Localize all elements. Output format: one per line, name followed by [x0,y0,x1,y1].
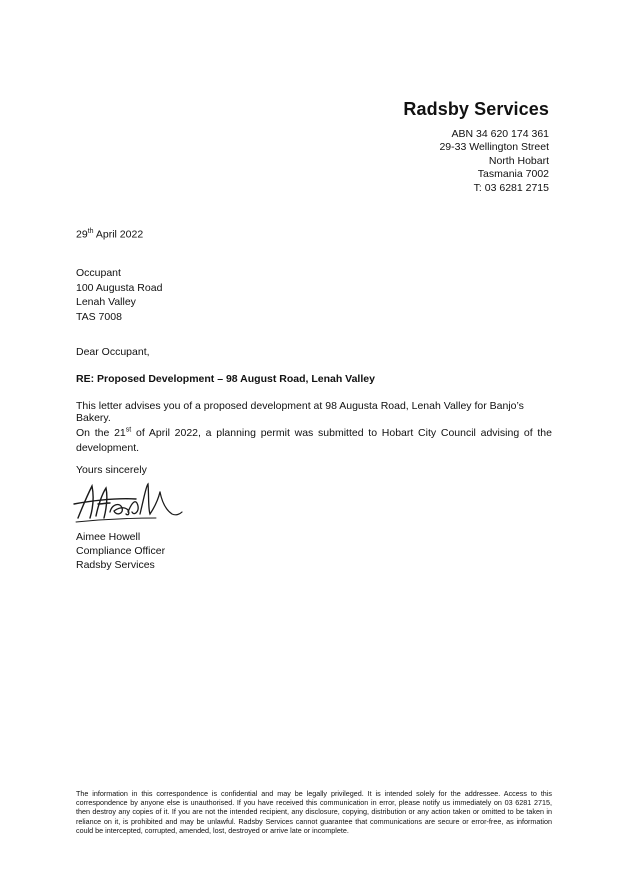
date-rest: April 2022 [95,228,144,241]
recipient-suburb: Lenah Valley [76,296,136,308]
paragraph2-suffix: st [125,426,132,434]
recipient-name: Occupant [76,267,121,279]
body-paragraph-1: This letter advises you of a proposed development at 98 Augusta Road, Lenah Valley for Banjo’s Bakery. [76,400,524,424]
recipient-street: 100 Augusta Road [76,281,163,294]
company-state: Tasmania 7002 [477,168,549,181]
signatory-block [76,530,165,573]
letterhead [403,99,549,195]
signatory-company: Radsby Services [76,559,155,572]
letter-date [76,228,143,241]
signature-icon [66,478,186,528]
recipient-address [76,266,162,324]
closing: Yours sincerely [76,464,147,476]
signatory-name: Aimee Howell [76,531,141,543]
signatory-title: Compliance Officer [76,545,166,558]
company-name: Radsby Services [403,99,549,119]
body-paragraph-2 [76,426,552,455]
recipient-state: TAS 7008 [76,310,122,323]
date-day: 29 [76,228,88,241]
paragraph2-rest: of April 2022, a planning permit was submitted to Hobart City Council advising of the development. [76,427,552,454]
company-street: 29-33 Wellington Street [439,141,549,154]
salutation: Dear Occupant, [76,346,150,358]
date-day-suffix: th [87,228,94,235]
paragraph2-start: On the 21 [76,427,126,439]
confidentiality-disclaimer: The information in this correspondence is confidential and may be legally privileged. It is intended solely for the addressee. Access to this correspondence by anyone else is unauthorised. If you have received this communication in error, please notify us immediately on 03 6281 2715, then destroy any copies of it. If you are not the intended recipient, any disclosure, copying, distribution or any action taken or omitted to be taken in reliance on it, is prohibited and may be unlawful. Radsby Services cannot guarantee that communications are secure or error-free, as information could be intercepted, corrupted, amended, lost, destroyed or arrive late or incomplete. [76,789,552,835]
subject-line: RE: Proposed Development – 98 August Road, Lenah Valley [76,373,375,385]
company-suburb: North Hobart [488,154,549,167]
company-phone: T: 03 6281 2715 [473,181,549,194]
company-abn: ABN 34 620 174 361 [451,128,549,140]
